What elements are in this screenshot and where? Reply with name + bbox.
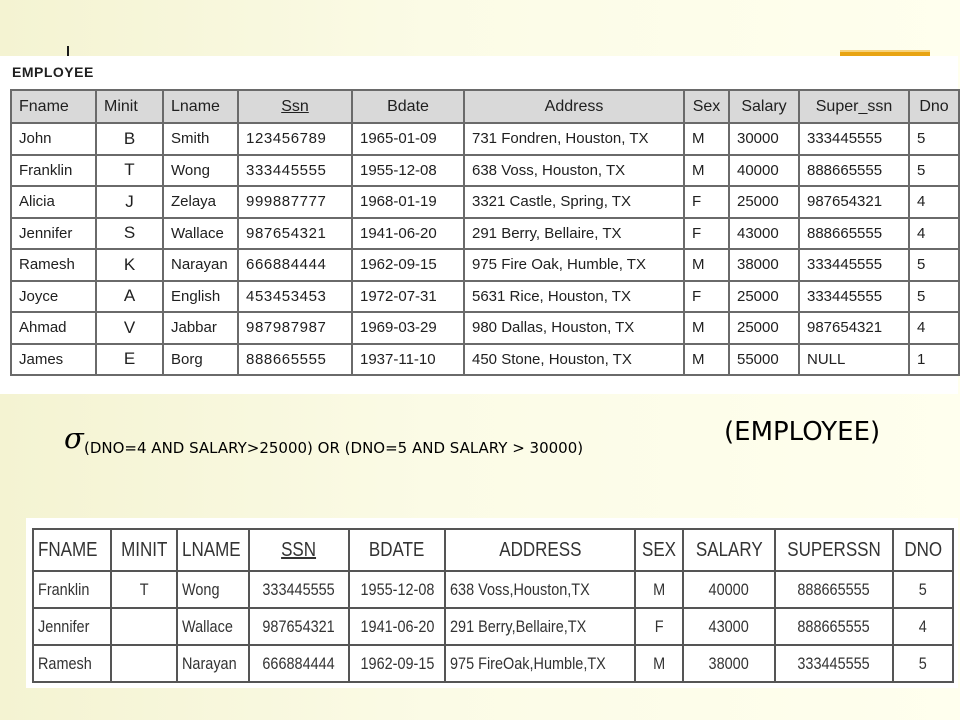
result-cell-salary-value: 43000 <box>708 616 750 636</box>
employee-table <box>10 89 960 376</box>
employee-cell-ssn: 987987987 <box>238 312 352 344</box>
result-cell-fname <box>33 645 111 682</box>
result-header-row <box>33 529 953 571</box>
employee-cell-fname: Jennifer <box>11 218 96 250</box>
result-cell-sex <box>635 571 683 608</box>
result-col-ssn <box>249 529 349 571</box>
result-cell-lname <box>177 608 249 645</box>
employee-cell-lname: Zelaya <box>163 186 238 218</box>
employee-cell-minit: S <box>96 218 163 250</box>
employee-cell-bdate: 1965-01-09 <box>352 123 464 155</box>
result-cell-lname-value: Wong <box>182 579 220 599</box>
employee-cell-address: 5631 Rice, Houston, TX <box>464 281 684 313</box>
result-col-lname <box>177 529 249 571</box>
employee-cell-address: 450 Stone, Houston, TX <box>464 344 684 376</box>
employee-cell-sex: M <box>684 123 729 155</box>
employee-cell-sex: M <box>684 249 729 281</box>
result-cell-bdate-value: 1941-06-20 <box>360 616 434 636</box>
employee-cell-super-ssn: 987654321 <box>799 312 909 344</box>
employee-cell-super-ssn: 987654321 <box>799 186 909 218</box>
employee-col-sex: Sex <box>684 90 729 123</box>
result-cell-dno <box>893 608 953 645</box>
result-table <box>32 528 954 683</box>
result-cell-salary-value: 38000 <box>708 653 750 673</box>
result-cell-address-value: 975 FireOak,Humble,TX <box>450 653 606 673</box>
result-row <box>33 608 953 645</box>
result-cell-fname-value: Jennifer <box>38 616 90 636</box>
employee-cell-sex: M <box>684 155 729 187</box>
result-cell-minit <box>111 608 177 645</box>
result-cell-salary <box>683 645 775 682</box>
employee-cell-fname: Ramesh <box>11 249 96 281</box>
result-cell-minit <box>111 645 177 682</box>
result-cell-address-value: 291 Berry,Bellaire,TX <box>450 616 587 636</box>
employee-table-title: EMPLOYEE <box>12 64 94 80</box>
result-col-dno-label: DNO <box>904 538 942 561</box>
result-cell-sex-value: M <box>652 653 666 673</box>
result-cell-dno <box>893 645 953 682</box>
employee-cell-salary: 55000 <box>729 344 799 376</box>
result-cell-sex-value: M <box>652 579 666 599</box>
employee-cell-lname: Narayan <box>163 249 238 281</box>
employee-cell-address: 638 Voss, Houston, TX <box>464 155 684 187</box>
employee-cell-ssn: 999887777 <box>238 186 352 218</box>
result-col-fname-label: FNAME <box>38 538 98 561</box>
employee-row <box>11 186 959 218</box>
employee-cell-dno: 1 <box>909 344 959 376</box>
employee-cell-lname: Wallace <box>163 218 238 250</box>
employee-cell-salary: 30000 <box>729 123 799 155</box>
result-cell-bdate <box>349 645 445 682</box>
employee-cell-super-ssn: 888665555 <box>799 155 909 187</box>
employee-cell-dno: 4 <box>909 312 959 344</box>
result-cell-bdate-value: 1962-09-15 <box>360 653 434 673</box>
result-cell-lname <box>177 571 249 608</box>
employee-cell-sex: M <box>684 344 729 376</box>
employee-cell-sex: M <box>684 312 729 344</box>
employee-row <box>11 218 959 250</box>
result-cell-dno <box>893 571 953 608</box>
employee-cell-bdate: 1962-09-15 <box>352 249 464 281</box>
employee-cell-ssn: 666884444 <box>238 249 352 281</box>
result-cell-superssn-value: 333445555 <box>797 653 871 673</box>
employee-cell-lname: Borg <box>163 344 238 376</box>
employee-col-super-ssn: Super_ssn <box>799 90 909 123</box>
employee-cell-sex: F <box>684 281 729 313</box>
employee-cell-dno: 5 <box>909 155 959 187</box>
employee-col-dno: Dno <box>909 90 959 123</box>
employee-header-row <box>11 90 959 123</box>
employee-row <box>11 281 959 313</box>
slide-tick-mark <box>67 46 69 56</box>
employee-cell-super-ssn: NULL <box>799 344 909 376</box>
result-cell-lname-value: Wallace <box>182 616 233 636</box>
employee-cell-ssn: 888665555 <box>238 344 352 376</box>
result-cell-ssn <box>249 571 349 608</box>
employee-cell-fname: James <box>11 344 96 376</box>
result-cell-ssn-value: 666884444 <box>262 653 336 673</box>
employee-cell-super-ssn: 333445555 <box>799 123 909 155</box>
result-cell-salary <box>683 571 775 608</box>
result-cell-ssn-value: 987654321 <box>262 616 336 636</box>
employee-cell-fname: Joyce <box>11 281 96 313</box>
employee-row <box>11 123 959 155</box>
result-cell-sex <box>635 608 683 645</box>
employee-cell-lname: Wong <box>163 155 238 187</box>
result-cell-address <box>445 645 635 682</box>
employee-col-minit: Minit <box>96 90 163 123</box>
employee-cell-salary: 25000 <box>729 186 799 218</box>
employee-col-ssn <box>238 90 352 123</box>
result-cell-salary <box>683 608 775 645</box>
employee-cell-dno: 5 <box>909 123 959 155</box>
employee-cell-dno: 5 <box>909 281 959 313</box>
employee-cell-ssn: 333445555 <box>238 155 352 187</box>
result-cell-bdate <box>349 571 445 608</box>
employee-cell-address: 980 Dallas, Houston, TX <box>464 312 684 344</box>
result-cell-minit <box>111 571 177 608</box>
result-cell-dno-value: 5 <box>918 653 928 673</box>
result-row <box>33 645 953 682</box>
employee-cell-salary: 25000 <box>729 281 799 313</box>
employee-cell-ssn: 987654321 <box>238 218 352 250</box>
employee-cell-bdate: 1955-12-08 <box>352 155 464 187</box>
result-col-minit-label: MINIT <box>120 538 168 561</box>
employee-cell-salary: 43000 <box>729 218 799 250</box>
employee-cell-fname: Ahmad <box>11 312 96 344</box>
result-cell-dno-value: 5 <box>918 579 928 599</box>
employee-cell-minit: V <box>96 312 163 344</box>
result-cell-superssn-value: 888665555 <box>797 616 871 636</box>
result-col-sex <box>635 529 683 571</box>
employee-cell-salary: 38000 <box>729 249 799 281</box>
employee-cell-minit: A <box>96 281 163 313</box>
employee-cell-address: 975 Fire Oak, Humble, TX <box>464 249 684 281</box>
employee-cell-bdate: 1941-06-20 <box>352 218 464 250</box>
result-col-bdate-label: BDATE <box>369 538 425 561</box>
result-cell-fname-value: Ramesh <box>38 653 92 673</box>
result-cell-sex <box>635 645 683 682</box>
result-col-salary <box>683 529 775 571</box>
result-cell-salary-value: 40000 <box>708 579 750 599</box>
result-col-sex-label: SEX <box>641 538 677 561</box>
employee-row <box>11 155 959 187</box>
result-cell-lname-value: Narayan <box>182 653 237 673</box>
employee-cell-salary: 40000 <box>729 155 799 187</box>
selection-condition: (DNO=4 AND SALARY>25000) OR (DNO=5 AND SALARY > 30000) <box>84 439 584 457</box>
result-cell-address <box>445 608 635 645</box>
employee-cell-bdate: 1972-07-31 <box>352 281 464 313</box>
result-col-fname <box>33 529 111 571</box>
result-col-superssn <box>775 529 893 571</box>
employee-cell-dno: 5 <box>909 249 959 281</box>
employee-cell-fname: John <box>11 123 96 155</box>
result-cell-superssn <box>775 571 893 608</box>
result-cell-address-value: 638 Voss,Houston,TX <box>450 579 590 599</box>
result-cell-bdate-value: 1955-12-08 <box>360 579 434 599</box>
employee-cell-bdate: 1969-03-29 <box>352 312 464 344</box>
result-cell-fname-value: Franklin <box>38 579 90 599</box>
employee-cell-super-ssn: 333445555 <box>799 249 909 281</box>
employee-cell-bdate: 1968-01-19 <box>352 186 464 218</box>
employee-col-bdate: Bdate <box>352 90 464 123</box>
employee-cell-minit: J <box>96 186 163 218</box>
employee-cell-address: 3321 Castle, Spring, TX <box>464 186 684 218</box>
employee-col-fname: Fname <box>11 90 96 123</box>
employee-cell-dno: 4 <box>909 186 959 218</box>
employee-cell-dno: 4 <box>909 218 959 250</box>
employee-cell-super-ssn: 333445555 <box>799 281 909 313</box>
employee-relation-panel <box>0 56 958 394</box>
employee-cell-minit: T <box>96 155 163 187</box>
result-cell-superssn <box>775 608 893 645</box>
employee-cell-fname: Franklin <box>11 155 96 187</box>
employee-row <box>11 344 959 376</box>
result-table-body <box>33 571 953 682</box>
employee-cell-fname: Alicia <box>11 186 96 218</box>
result-col-address <box>445 529 635 571</box>
result-cell-bdate <box>349 608 445 645</box>
employee-cell-sex: F <box>684 218 729 250</box>
result-col-dno <box>893 529 953 571</box>
employee-col-lname: Lname <box>163 90 238 123</box>
employee-cell-bdate: 1937-11-10 <box>352 344 464 376</box>
employee-cell-ssn: 453453453 <box>238 281 352 313</box>
employee-col-ssn-label: Ssn <box>281 97 309 115</box>
employee-cell-lname: Jabbar <box>163 312 238 344</box>
result-cell-sex-value: F <box>654 616 664 636</box>
employee-cell-address: 291 Berry, Bellaire, TX <box>464 218 684 250</box>
selection-relation: (EMPLOYEE) <box>724 417 881 447</box>
sigma-operator: σ <box>64 421 84 455</box>
result-cell-ssn <box>249 608 349 645</box>
result-cell-address <box>445 571 635 608</box>
employee-cell-lname: Smith <box>163 123 238 155</box>
employee-cell-minit: E <box>96 344 163 376</box>
employee-cell-sex: F <box>684 186 729 218</box>
result-cell-dno-value: 4 <box>918 616 928 636</box>
result-cell-fname <box>33 608 111 645</box>
employee-col-address: Address <box>464 90 684 123</box>
result-col-bdate <box>349 529 445 571</box>
employee-cell-ssn: 123456789 <box>238 123 352 155</box>
result-cell-superssn <box>775 645 893 682</box>
employee-row <box>11 312 959 344</box>
employee-cell-minit: B <box>96 123 163 155</box>
result-relation-panel <box>26 518 958 688</box>
result-col-salary-label: SALARY <box>695 538 763 561</box>
result-col-ssn-label: SSN <box>281 538 317 561</box>
result-col-superssn-label: SUPERSSN <box>787 538 881 561</box>
employee-cell-address: 731 Fondren, Houston, TX <box>464 123 684 155</box>
result-cell-ssn <box>249 645 349 682</box>
result-cell-superssn-value: 888665555 <box>797 579 871 599</box>
employee-cell-super-ssn: 888665555 <box>799 218 909 250</box>
employee-cell-minit: K <box>96 249 163 281</box>
employee-col-salary: Salary <box>729 90 799 123</box>
result-cell-fname <box>33 571 111 608</box>
result-cell-ssn-value: 333445555 <box>262 579 336 599</box>
result-cell-minit-value: T <box>139 579 149 599</box>
employee-cell-salary: 25000 <box>729 312 799 344</box>
employee-cell-lname: English <box>163 281 238 313</box>
result-col-lname-label: LNAME <box>182 538 241 561</box>
result-row <box>33 571 953 608</box>
result-cell-lname <box>177 645 249 682</box>
result-col-minit <box>111 529 177 571</box>
employee-table-body <box>11 123 959 375</box>
employee-row <box>11 249 959 281</box>
result-col-address-label: ADDRESS <box>498 538 582 561</box>
selection-expression <box>64 415 944 465</box>
